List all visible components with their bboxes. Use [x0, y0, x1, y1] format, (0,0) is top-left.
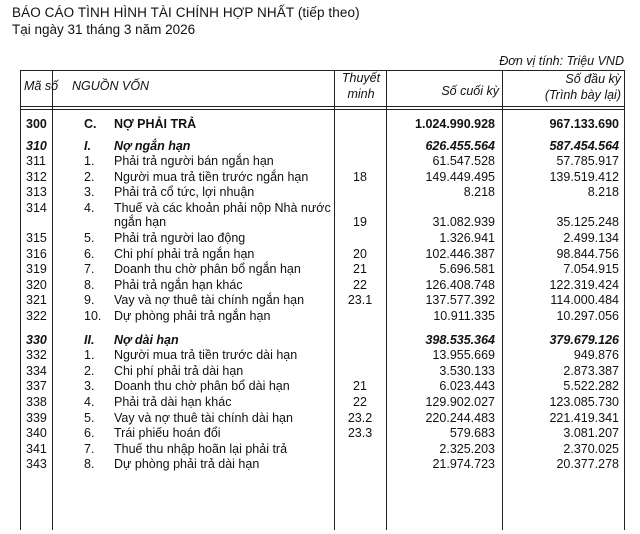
row-code: 319: [26, 262, 47, 277]
row-begin-value: 98.844.756: [556, 246, 619, 261]
header-source: NGUỒN VỐN: [72, 79, 150, 93]
row-end-value: 8.218: [463, 185, 495, 200]
table-row: [20, 378, 625, 394]
row-note: 23.1: [347, 293, 373, 308]
table-row: [20, 169, 625, 185]
row-begin-value: 123.085.730: [549, 394, 619, 409]
row-code: 313: [26, 185, 47, 200]
table-body: [20, 116, 625, 472]
row-code: 320: [26, 277, 47, 292]
row-label: Thuế thu nhập hoãn lại phải trả: [114, 441, 288, 456]
row-label: Vay và nợ thuê tài chính dài hạn: [114, 410, 293, 425]
row-code: 337: [26, 379, 47, 394]
row-note: 23.2: [347, 410, 373, 425]
row-end-value: 102.446.387: [425, 246, 495, 261]
table-row: [20, 230, 625, 246]
row-end-value: 129.902.027: [425, 394, 495, 409]
row-end-value: 626.455.564: [425, 138, 495, 153]
row-note: 22: [353, 394, 367, 409]
row-label: Người mua trả tiền trước dài hạn: [114, 348, 298, 363]
row-end-value: 126.408.748: [425, 277, 495, 292]
row-code: 321: [26, 293, 47, 308]
row-note: 21: [353, 262, 367, 277]
row-code: 311: [26, 154, 46, 169]
row-number: 3.: [84, 379, 95, 394]
row-end-value: 61.547.528: [432, 154, 495, 169]
row-begin-value: 221.419.341: [549, 410, 619, 425]
row-code: 310: [26, 138, 47, 153]
row-end-value: 579.683: [449, 426, 495, 441]
report-date: Tại ngày 31 tháng 3 năm 2026: [12, 22, 196, 37]
grid-line: [20, 70, 625, 71]
row-label: Nợ ngắn hạn: [114, 138, 191, 153]
row-end-value: 149.449.495: [425, 169, 495, 184]
row-number: 8.: [84, 457, 95, 472]
row-code: 314: [26, 200, 47, 215]
row-note: 22: [353, 277, 367, 292]
row-label: Phải trả ngắn hạn khác: [114, 277, 243, 292]
row-end-value: 13.955.669: [432, 348, 495, 363]
row-begin-value: 967.133.690: [549, 117, 619, 131]
table-row: [20, 410, 625, 426]
row-begin-value: 57.785.917: [556, 154, 619, 169]
row-code: 322: [26, 308, 47, 323]
header-code: Mã số: [24, 79, 59, 93]
row-label: Thuế và các khoản phải nộp Nhà nước ngắn hạn: [114, 200, 331, 229]
row-number: I.: [84, 138, 91, 153]
row-begin-value: 8.218: [587, 185, 619, 200]
row-begin-value: 10.297.056: [556, 308, 619, 323]
row-number: 6.: [84, 246, 95, 261]
table-row: [20, 363, 625, 379]
row-begin-value: 7.054.915: [563, 262, 619, 277]
row-number: II.: [84, 332, 95, 347]
row-begin-value: 114.000.484: [550, 293, 619, 308]
grid-line: [20, 106, 625, 107]
row-label: Vay và nợ thuê tài chính ngắn hạn: [114, 293, 305, 308]
table-row: [20, 261, 625, 277]
row-code: 338: [26, 394, 47, 409]
row-code: 341: [26, 441, 47, 456]
row-code: 334: [26, 363, 47, 378]
unit-label: Đơn vị tính: Triệu VND: [499, 54, 624, 68]
row-label: Phải trả người lao động: [114, 230, 246, 245]
table-row: [20, 246, 625, 262]
row-end-value: 137.577.392: [425, 293, 495, 308]
row-note: 21: [353, 379, 367, 394]
row-note: 20: [353, 246, 367, 261]
table-row: [20, 394, 625, 410]
header-begin-2: (Trình bày lại): [544, 88, 621, 102]
row-end-value: 2.325.203: [439, 441, 495, 456]
table-row: [20, 441, 625, 457]
row-note: 18: [353, 169, 367, 184]
row-begin-value: 3.081.207: [563, 426, 619, 441]
row-number: C.: [84, 117, 97, 131]
row-number: 1.: [84, 348, 95, 363]
row-code: 330: [26, 332, 47, 347]
row-end-value: 1.326.941: [439, 230, 495, 245]
row-end-value: 31.082.939: [432, 214, 495, 229]
row-number: 7.: [84, 262, 95, 277]
row-begin-value: 139.519.412: [549, 169, 619, 184]
header-note-1: Thuyết: [341, 71, 381, 85]
row-begin-value: 2.370.025: [563, 441, 619, 456]
table-row: [20, 277, 625, 293]
row-number: 5.: [84, 410, 95, 425]
row-label: Chi phí phải trả dài hạn: [114, 363, 244, 378]
row-end-value: 21.974.723: [432, 457, 495, 472]
row-begin-value: 379.679.126: [549, 332, 619, 347]
table-row: [20, 332, 625, 348]
row-number: 8.: [84, 277, 95, 292]
row-number: 2.: [84, 363, 95, 378]
table-row: [20, 138, 625, 154]
row-number: 4.: [84, 394, 95, 409]
row-code: 339: [26, 410, 47, 425]
row-code: 316: [26, 246, 47, 261]
row-number: 3.: [84, 185, 95, 200]
grid-line: [20, 109, 625, 110]
row-number: 2.: [84, 169, 95, 184]
row-code: 332: [26, 348, 47, 363]
row-begin-value: 587.454.564: [549, 138, 619, 153]
row-label: Phải trả dài hạn khác: [114, 394, 232, 409]
row-label: Trái phiếu hoán đổi: [114, 426, 221, 441]
header-note-2: minh: [347, 87, 375, 101]
row-end-value: 6.023.443: [439, 379, 495, 394]
row-label: Doanh thu chờ phân bổ ngắn hạn: [114, 262, 301, 277]
row-label: Dự phòng phải trả ngắn hạn: [114, 308, 271, 323]
report-title: BÁO CÁO TÌNH HÌNH TÀI CHÍNH HỢP NHẤT (tiếp theo): [12, 5, 360, 20]
table-row: [20, 425, 625, 441]
row-code: 300: [26, 117, 47, 131]
row-label: Chi phí phải trả ngắn hạn: [114, 246, 255, 261]
row-label: Dự phòng phải trả dài hạn: [114, 457, 260, 472]
table-row: [20, 347, 625, 363]
row-code: 312: [26, 169, 47, 184]
row-begin-value: 122.319.424: [549, 277, 619, 292]
row-label: Phải trả cổ tức, lợi nhuận: [114, 185, 255, 200]
row-number: 7.: [84, 441, 95, 456]
row-label: Doanh thu chờ phân bổ dài hạn: [114, 379, 290, 394]
row-code: 315: [26, 230, 47, 245]
row-number: 10.: [84, 308, 102, 323]
row-end-value: 3.530.133: [439, 363, 495, 378]
row-begin-value: 35.125.248: [556, 214, 619, 229]
row-number: 5.: [84, 230, 95, 245]
row-begin-value: 2.873.387: [563, 363, 619, 378]
row-note: 19: [353, 214, 367, 229]
row-end-value: 398.535.364: [425, 332, 495, 347]
row-end-value: 1.024.990.928: [415, 117, 495, 131]
table-row: [20, 116, 625, 132]
row-note: 23.3: [347, 426, 373, 441]
row-begin-value: 5.522.282: [563, 379, 619, 394]
row-end-value: 220.244.483: [425, 410, 495, 425]
row-number: 9.: [84, 293, 95, 308]
row-begin-value: 949.876: [573, 348, 619, 363]
row-number: 4.: [84, 200, 95, 215]
row-end-value: 5.696.581: [439, 262, 495, 277]
table-row: [20, 184, 625, 200]
row-begin-value: 20.377.278: [556, 457, 619, 472]
table-row: [20, 308, 625, 324]
row-code: 343: [26, 457, 47, 472]
table-row: [20, 292, 625, 308]
row-spacer: [20, 324, 625, 332]
row-label: NỢ PHẢI TRẢ: [114, 117, 197, 131]
row-begin-value: 2.499.134: [563, 230, 619, 245]
row-label: Nợ dài hạn: [114, 332, 179, 347]
row-number: 1.: [84, 154, 95, 169]
row-label: Phải trả người bán ngắn hạn: [114, 154, 274, 169]
table-row: [20, 456, 625, 472]
header-end: Số cuối kỳ: [441, 84, 499, 98]
row-label: Người mua trả tiền trước ngắn hạn: [114, 169, 309, 184]
header-begin-1: Số đầu kỳ: [565, 72, 621, 86]
table-row: [20, 153, 625, 169]
table-row: [20, 200, 625, 230]
row-code: 340: [26, 426, 47, 441]
row-end-value: 10.911.335: [433, 308, 495, 323]
row-number: 6.: [84, 426, 95, 441]
